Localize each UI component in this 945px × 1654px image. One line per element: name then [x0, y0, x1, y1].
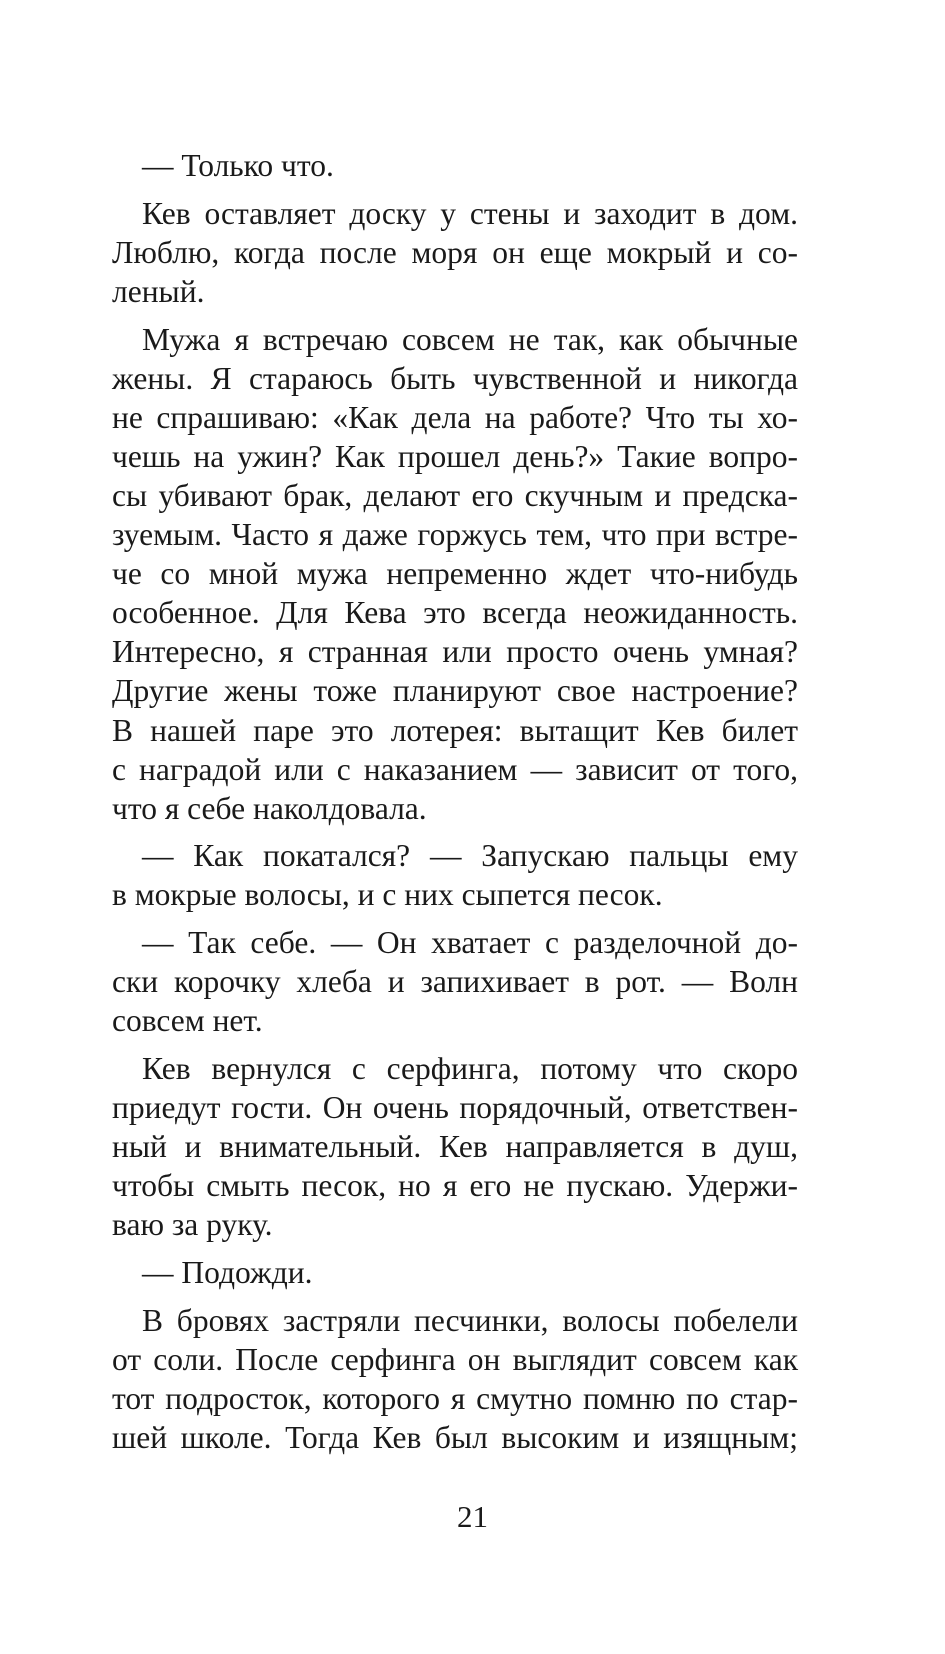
text-line: — Так себе. — Он хватает с разделочной до-	[142, 925, 798, 961]
text-line: — Как покатался? — Запускаю пальцы ему	[142, 838, 798, 874]
text-line: Люблю, когда после моря он еще мокрый и со-	[112, 234, 798, 270]
text-line: ваю за руку.	[112, 1207, 273, 1243]
text-line: совсем нет.	[112, 1003, 263, 1039]
text-line: тот подросток, которого я смутно помню по стар-	[112, 1380, 798, 1416]
text-line: Мужа я встречаю совсем не так, как обычные	[142, 321, 798, 357]
text-line: зуемым. Часто я даже горжусь тем, что при встре-	[112, 517, 798, 553]
text-line: чтобы смыть песок, но я его не пускаю. Удержи-	[112, 1168, 798, 1204]
text-line: шей школе. Тогда Кев был высоким и изящным;	[112, 1420, 798, 1456]
text-line: приедут гости. Он очень порядочный, ответствен-	[112, 1090, 798, 1126]
text-line: чешь на ужин? Как прошел день?» Такие вопро-	[112, 438, 798, 474]
text-line: В бровях застряли песчинки, волосы побелели	[142, 1302, 798, 1338]
text-line: че со мной мужа непременно ждет что-нибудь	[112, 556, 798, 592]
text-line: не спрашиваю: «Как дела на работе? Что ты хо-	[112, 399, 798, 435]
text-line: от соли. После серфинга он выглядит совсем как	[112, 1341, 798, 1377]
text-line: ный и внимательный. Кев направляется в душ,	[112, 1129, 798, 1165]
text-line: Другие жены тоже планируют свое настроение?	[112, 673, 798, 709]
text-line: Кев оставляет доску у стены и заходит в дом.	[142, 195, 798, 231]
text-line: Кев вернулся с серфинга, потому что скоро	[142, 1051, 798, 1087]
page-number: 21	[457, 1499, 488, 1534]
text-line: жены. Я стараюсь быть чувственной и никогда	[112, 360, 798, 396]
text-line: сы убивают брак, делают его скучным и предска-	[112, 477, 798, 513]
paragraph	[112, 1049, 798, 1244]
paragraph	[112, 923, 798, 1040]
paragraph	[112, 836, 798, 914]
text-line: Интересно, я странная или просто очень умная?	[112, 634, 798, 670]
text-line: что я себе наколдовала.	[112, 790, 427, 826]
paragraph	[112, 1253, 798, 1292]
paragraph	[112, 320, 798, 828]
paragraph	[112, 146, 798, 185]
text-line: — Подожди.	[142, 1255, 313, 1291]
text-line: леный.	[112, 273, 205, 309]
text-line: особенное. Для Кева это всегда неожиданность.	[112, 595, 798, 631]
text-line: с наградой или с наказанием — зависит от того,	[112, 751, 798, 787]
text-line: в мокрые волосы, и с них сыпется песок.	[112, 877, 663, 913]
paragraph	[112, 194, 798, 311]
text-line: ски корочку хлеба и запихивает в рот. — Волн	[112, 964, 798, 1000]
text-line: В нашей паре это лотерея: вытащит Кев билет	[112, 712, 798, 748]
body-text	[112, 146, 798, 1457]
text-line: — Только что.	[142, 148, 334, 183]
paragraph	[112, 1301, 798, 1457]
